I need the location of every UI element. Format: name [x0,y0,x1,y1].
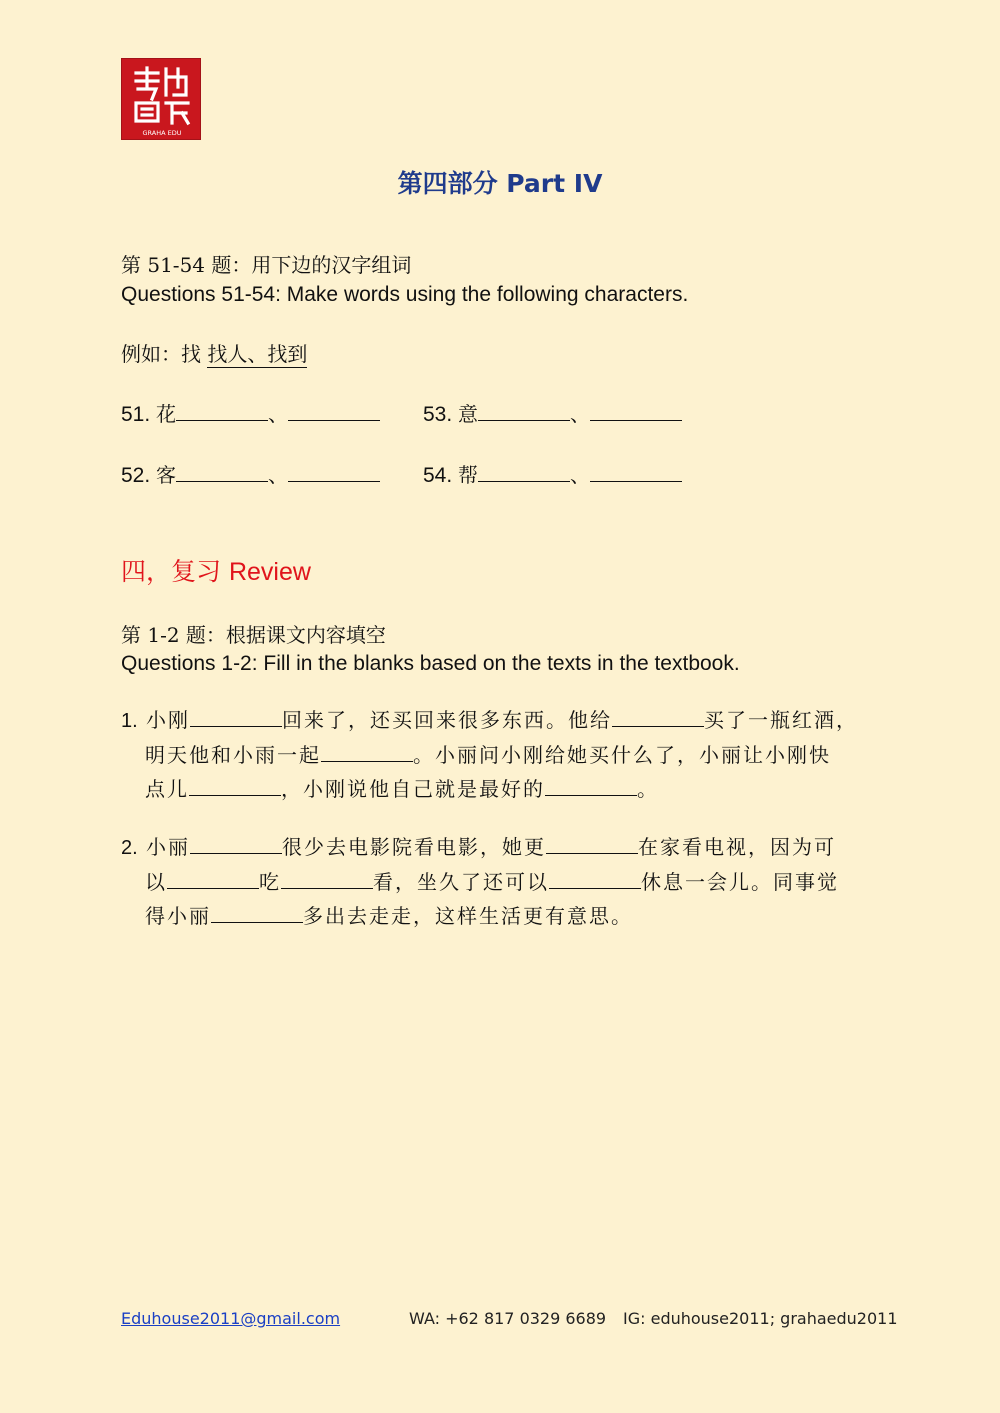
answer-blank[interactable] [288,463,380,482]
answer-blank[interactable] [189,777,281,796]
footer-wa: WA: +62 817 0329 6689 [409,1309,607,1328]
answer-blank[interactable] [167,870,259,889]
separator: 、 [268,463,289,487]
question-number: 1. [121,710,138,732]
question-number: 2. [121,837,138,859]
answer-blank[interactable] [190,708,282,727]
question-text: 很少去电影院看电影，她更 [282,835,547,859]
section1-instruction-cn: 第 51-54 题：用下边的汉字组词 [121,253,412,277]
item-53 [423,398,682,427]
footer-email [121,1309,340,1328]
question-text: 休息一会儿。同事觉 [641,870,839,894]
logo [121,58,201,140]
item-char: 意 [458,402,479,426]
item-51 [121,398,380,427]
item-number: 53. [423,403,453,426]
item-52 [121,459,380,488]
answer-blank[interactable] [590,402,682,421]
question-text: 吃 [259,870,281,894]
question-text: 。 [637,777,659,801]
item-54 [423,459,682,488]
answer-blank[interactable] [478,463,570,482]
question-text: 在家看电视，因为可 [638,835,837,859]
question-text: 点儿 [145,777,189,801]
answer-blank[interactable] [211,904,303,923]
question-line [121,738,891,772]
section1-instruction-en: Questions 51-54: Make words using the following characters. [121,283,689,306]
question-text: 小刚 [146,708,191,732]
answer-blank[interactable] [281,870,373,889]
example-answer: 找人、找到 [207,342,308,366]
email-link[interactable]: Eduhouse2011@gmail.com [121,1309,341,1328]
question-1 [121,703,891,806]
separator: 、 [570,402,591,426]
review-heading-cn: 四，复习 [121,557,222,586]
answer-blank[interactable] [546,835,638,854]
section2-instruction-en: Questions 1-2: Fill in the blanks based on the texts in the textbook. [121,652,740,675]
question-text: 买了一瓶红酒， [704,708,859,732]
answer-blank[interactable] [549,870,641,889]
example-label: 例如：找 [121,342,201,366]
question-2 [121,830,891,933]
question-text: 明天他和小雨一起 [145,743,321,767]
item-number: 54. [423,464,453,487]
question-text: 多出去走走，这样生活更有意思。 [303,904,633,928]
answer-blank[interactable] [612,708,704,727]
question-text: ，小刚说他自己就是最好的 [281,777,545,801]
answer-blank[interactable] [545,777,637,796]
review-heading-en: Review [228,558,311,586]
question-text: 小丽 [146,835,191,859]
question-text: 得小丽 [145,904,211,928]
answer-blank[interactable] [190,835,282,854]
page-title: 第四部分 Part IV [397,169,603,198]
question-text: 以 [145,870,167,894]
item-number: 51. [121,403,151,426]
answer-blank[interactable] [590,463,682,482]
separator: 、 [268,402,289,426]
footer-ig: IG: eduhouse2011; grahaedu2011 [623,1309,898,1328]
item-char: 帮 [458,463,479,487]
question-line [121,865,891,899]
answer-blank[interactable] [288,402,380,421]
item-char: 花 [156,402,177,426]
section2-instruction-cn: 第 1-2 题：根据课文内容填空 [121,623,386,647]
answer-blank[interactable] [321,743,413,762]
logo-caption: GRAHA EDU [142,129,182,137]
question-line [121,772,891,806]
answer-blank[interactable] [176,463,268,482]
question-text: 回来了，还买回来很多东西。他给 [282,708,613,732]
review-heading [121,552,311,588]
separator: 、 [570,463,591,487]
question-text: 看，坐久了还可以 [373,870,549,894]
question-line [121,899,891,933]
example-line [121,338,307,367]
item-number: 52. [121,464,151,487]
question-text: 。小丽问小刚给她买什么了，小丽让小刚快 [413,743,831,767]
item-char: 客 [156,463,177,487]
answer-blank[interactable] [478,402,570,421]
answer-blank[interactable] [176,402,268,421]
